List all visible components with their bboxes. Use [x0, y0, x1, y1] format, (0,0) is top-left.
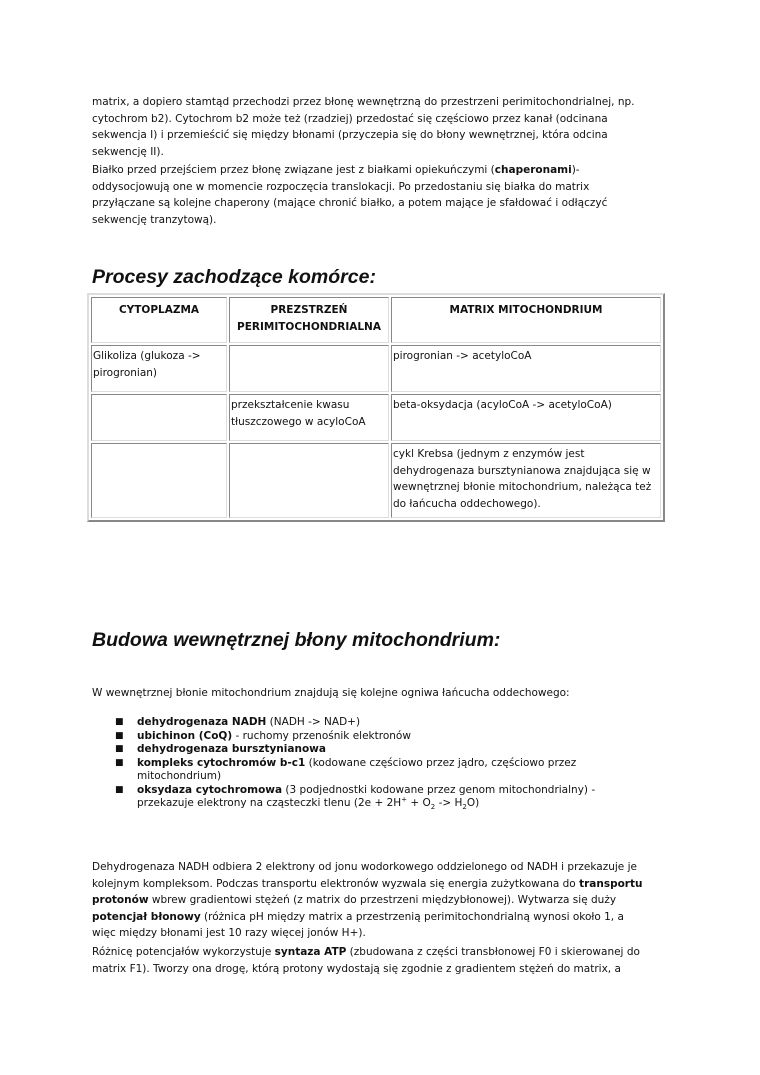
text-line: [92, 195, 682, 212]
table-cell: [229, 345, 389, 392]
text-segment: )-: [571, 164, 580, 176]
text-segment: sekwencję II).: [92, 145, 164, 158]
respiratory-chain-list: [92, 716, 692, 811]
text-line: [92, 909, 682, 926]
text-segment: (3 podjednostki kodowane przez genom mitochondrialny) -: [282, 783, 596, 796]
text-segment: Białko przed przejściem przez błonę związane jest z białkami opiekuńczymi (: [92, 164, 495, 176]
table-cell: [229, 443, 389, 518]
text-segment: (kodowane częściowo przez jądro, częściowo przez: [305, 756, 577, 769]
section-heading-inner-membrane: Budowa wewnętrznej błony mitochondrium:: [92, 629, 501, 651]
text-line: [92, 961, 682, 978]
text-line: [92, 876, 682, 893]
text-segment: przekazuje elektrony na cząsteczki tlenu (2e + 2H: [137, 797, 402, 809]
table-cell: przekształcenie kwasu tłuszczowego w acyloCoA: [229, 394, 389, 441]
square-bullet-icon: ■: [115, 744, 124, 754]
bold-text: transportu: [579, 877, 643, 890]
processes-table: [87, 293, 665, 522]
text-segment: kolejnym kompleksom. Podczas transportu elektronów wyzwala się energia zużytkowana do: [92, 877, 580, 890]
table-row: [91, 345, 661, 392]
table-cell: cykl Krebsa (jednym z enzymów jest dehydrogenaza bursztynianowa znajdująca się w wewnętrznej błonie mitochondrium, należąca też do łańcucha oddechowego).: [391, 443, 661, 518]
bold-text: oksydaza cytochromowa: [137, 783, 283, 796]
text-line: [92, 144, 682, 161]
table-row: [91, 394, 661, 441]
paragraph-chaperones: [92, 162, 682, 228]
table-header: MATRIX MITOCHONDRIUM: [391, 297, 661, 343]
bold-text: kompleks cytochromów b-c1: [137, 756, 306, 769]
bold-text: syntaza ATP: [274, 946, 347, 958]
list-item: [92, 730, 692, 744]
table-header: CYTOPLAZMA: [91, 297, 227, 343]
square-bullet-icon: ■: [115, 757, 124, 768]
text-segment: Różnicę potencjałów wykorzystuje: [92, 946, 275, 958]
text-segment: mitochondrium): [137, 770, 222, 782]
text-segment: (zbudowana z części transbłonowej F0 i skierowanej do: [346, 946, 640, 958]
text-line: [92, 94, 682, 111]
text-line: [92, 944, 682, 961]
text-line: [92, 127, 682, 144]
text-segment: sekwencja I) i przemieścić się między błonami (przyczepia się do błony wewnętrznej, która odcina: [92, 129, 608, 142]
text-segment: O): [466, 797, 480, 809]
list-item: [92, 743, 692, 757]
bold-text: potencjał błonowy: [92, 910, 201, 923]
table-header: PREZSTRZEŃ PERIMITOCHONDRIALNA: [229, 297, 389, 343]
text-segment: +: [401, 795, 408, 804]
text-segment: oddysocjowują one w momencie rozpoczęcia translokacji. Po przedostaniu się białka do matrix: [92, 180, 590, 193]
table-cell: [91, 394, 227, 441]
bold-text: dehydrogenaza NADH: [137, 716, 267, 728]
bold-text: protonów: [92, 894, 149, 907]
table-cell: [91, 443, 227, 518]
text-line: [92, 859, 682, 876]
square-bullet-icon: ■: [115, 730, 124, 741]
bold-text: chaperonami: [494, 164, 572, 176]
bold-text: dehydrogenaza bursztynianowa: [137, 743, 326, 755]
text-line: [92, 162, 682, 179]
text-line: [92, 925, 682, 942]
text-line: [92, 111, 682, 128]
text-line: [92, 212, 682, 229]
table-cell: pirogronian -> acetyloCoA: [391, 345, 661, 392]
text-segment: sekwencję tranzytową).: [92, 213, 217, 226]
bold-text: ubichinon (CoQ): [137, 729, 233, 742]
text-segment: Dehydrogenaza NADH odbiera 2 elektrony od jonu wodorkowego oddzielonego od NADH i przekazuje je: [92, 861, 637, 873]
text-line: [92, 892, 682, 909]
text-segment: - ruchomy przenośnik elektronów: [232, 729, 411, 742]
table-cell: Glikoliza (glukoza -> pirogronian): [91, 345, 227, 392]
text-segment: 2: [462, 803, 467, 812]
square-bullet-icon: ■: [115, 717, 124, 727]
table-row: [91, 443, 661, 518]
paragraph-protein-import: [92, 94, 682, 160]
text-line: [92, 179, 682, 196]
text-segment: przyłączane są kolejne chaperony (mające chronić białko, a potem mające je sfałdować i odłączyć: [92, 197, 608, 210]
text-segment: matrix F1). Tworzy ona drogę, którą protony wydostają się zgodnie z gradientem stężeń do matrix, a: [92, 962, 621, 975]
text-segment: -> H: [435, 797, 463, 809]
table-cell: beta-oksydacja (acyloCoA -> acetyloCoA): [391, 394, 661, 441]
text-segment: 2: [430, 803, 436, 812]
text-segment: (różnica pH między matrix a przestrzenią perimitochondrialną wynosi około 1, a: [200, 910, 624, 923]
list-item: [92, 716, 692, 730]
text-segment: (NADH -> NAD+): [266, 716, 361, 728]
list-item: [92, 784, 692, 811]
text-segment: cytochrom b2). Cytochrom b2 może też (rzadziej) przedostać się częściowo przez kanał (odcinana: [92, 112, 608, 125]
list-item: [92, 757, 692, 784]
text-segment: + O: [407, 797, 431, 809]
text-segment: wbrew gradientowi stężeń (z matrix do przestrzeni międzybłonowej). Wytwarza się duży: [148, 894, 617, 907]
text-segment: matrix, a dopiero stamtąd przechodzi przez błonę wewnętrzną do przestrzeni perimitochondrialnej, np.: [92, 96, 635, 108]
square-bullet-icon: ■: [115, 784, 124, 795]
paragraph-atp-synthase: [92, 944, 682, 977]
intro-text: W wewnętrznej błonie mitochondrium znajdują się kolejne ogniwa łańcucha oddechowego:: [92, 687, 570, 699]
text-segment: więc między błonami jest 10 razy więcej jonów H+).: [92, 927, 366, 940]
paragraph-nadh: [92, 859, 682, 942]
section-heading-processes: Procesy zachodzące komórce:: [92, 266, 376, 288]
